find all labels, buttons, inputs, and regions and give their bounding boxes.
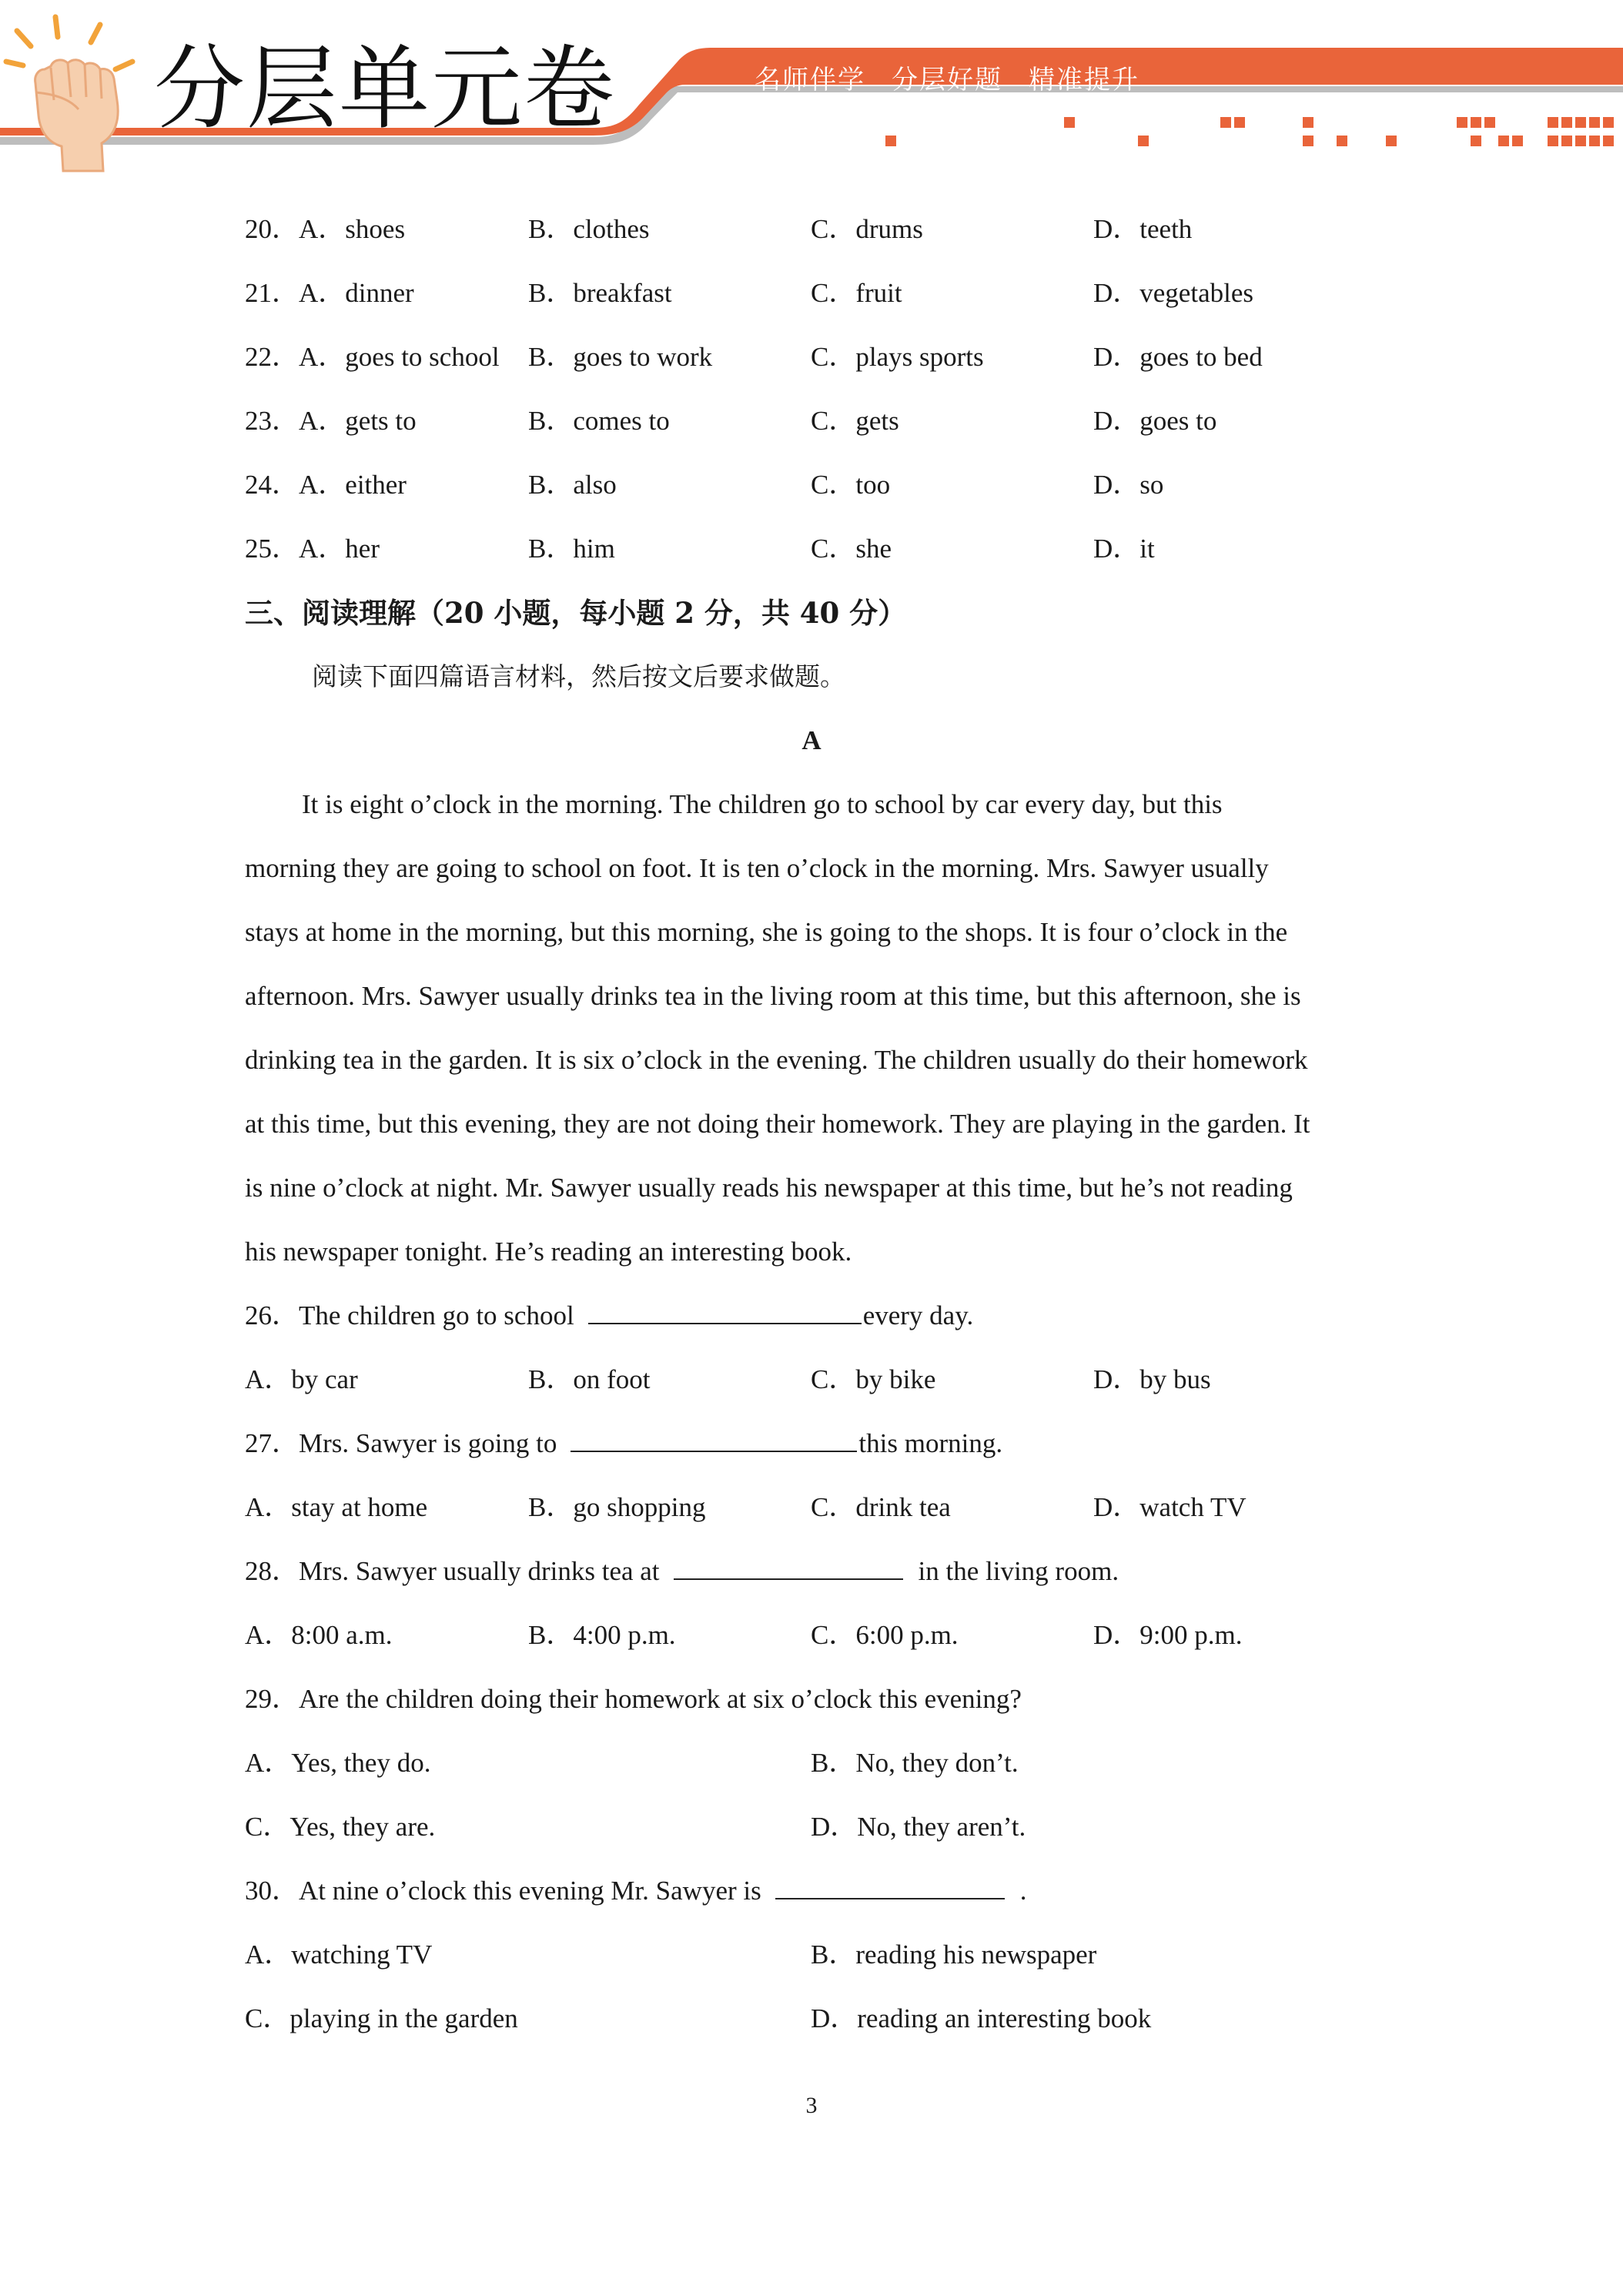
option-b: B．goes to work bbox=[528, 342, 713, 372]
page-number: 3 bbox=[805, 2093, 818, 2118]
option-c: C．too bbox=[811, 470, 891, 500]
passage-line: his newspaper tonight. He’s reading an interesting book. bbox=[245, 1237, 852, 1267]
option-b: B．reading his newspaper bbox=[811, 1940, 1097, 1970]
passage-line: at this time, but this evening, they are not doing their homework. They are playing in the garden. It bbox=[245, 1109, 1310, 1139]
question-options bbox=[245, 338, 500, 377]
passage-line: afternoon. Mrs. Sawyer usually drinks tea in the living room at this time, but this afternoon, she is bbox=[245, 981, 1301, 1011]
question-options bbox=[245, 210, 405, 249]
option-a: A．by car bbox=[245, 1364, 358, 1394]
option-a: A．shoes bbox=[299, 214, 406, 244]
option-c: C．fruit bbox=[811, 278, 902, 308]
question-text-after: every day. bbox=[862, 1300, 974, 1330]
question-text: 27．Mrs. Sawyer is going to bbox=[245, 1428, 557, 1458]
question-27-stem bbox=[245, 1424, 1002, 1463]
slogan-item: 分层好题 bbox=[892, 65, 1002, 95]
option-d: D．goes to bbox=[1093, 406, 1217, 436]
question-options bbox=[245, 402, 417, 440]
question-text: 28．Mrs. Sawyer usually drinks tea at bbox=[245, 1556, 660, 1586]
answer-blank bbox=[674, 1552, 903, 1580]
option-b: B．No, they don’t. bbox=[811, 1748, 1019, 1778]
passage-line: is nine o’clock at night. Mr. Sawyer usually reads his newspaper at this time, but he’s not reading bbox=[245, 1173, 1293, 1203]
brand-title: 分层单元卷 bbox=[154, 35, 617, 142]
option-a: A．her bbox=[299, 534, 380, 564]
option-c: C．Yes, they are. bbox=[245, 1812, 436, 1842]
option-c: C．gets bbox=[811, 406, 899, 436]
option-d: D．No, they aren’t. bbox=[811, 1812, 1026, 1842]
option-d: D．by bus bbox=[1093, 1364, 1211, 1394]
option-d: D．9:00 p.m. bbox=[1093, 1620, 1243, 1650]
slogan-item: 名师伴学 bbox=[755, 65, 865, 95]
option-b: B．also bbox=[528, 470, 617, 500]
question-30-stem bbox=[245, 1872, 1026, 1910]
option-c: C．by bike bbox=[811, 1364, 936, 1394]
question-number: 25． bbox=[245, 534, 300, 564]
question-28-stem bbox=[245, 1552, 1119, 1591]
option-b: B．breakfast bbox=[528, 278, 672, 308]
option-b: B．on foot bbox=[528, 1364, 651, 1394]
question-number: 24． bbox=[245, 470, 300, 500]
passage-line: drinking tea in the garden. It is six o’clock in the evening. The children usually do their homework bbox=[245, 1045, 1308, 1075]
option-c: C．plays sports bbox=[811, 342, 984, 372]
answer-blank bbox=[571, 1424, 857, 1452]
question-options bbox=[245, 274, 414, 313]
option-a: A．dinner bbox=[299, 278, 414, 308]
option-a: A．8:00 a.m. bbox=[245, 1620, 393, 1650]
option-b: B．him bbox=[528, 534, 615, 564]
section-instruction: 阅读下面四篇语言材料，然后按文后要求做题。 bbox=[312, 661, 845, 691]
option-c: C．drums bbox=[811, 214, 923, 244]
slogan-item: 精准提升 bbox=[1029, 65, 1139, 95]
option-d: D．it bbox=[1093, 534, 1155, 564]
question-29-stem: 29．Are the children doing their homework at six o’clock this evening? bbox=[245, 1684, 1022, 1714]
option-b: B．4:00 p.m. bbox=[528, 1620, 676, 1650]
option-d: D．vegetables bbox=[1093, 278, 1253, 308]
option-a: A．gets to bbox=[299, 406, 417, 436]
answer-blank bbox=[775, 1872, 1005, 1899]
question-text-after: in the living room. bbox=[918, 1556, 1119, 1586]
option-d: D．watch TV bbox=[1093, 1492, 1247, 1522]
question-number: 20． bbox=[245, 214, 300, 244]
question-number: 23． bbox=[245, 406, 300, 436]
question-26-stem bbox=[245, 1297, 973, 1335]
question-options bbox=[245, 466, 407, 504]
passage-title: A bbox=[801, 725, 822, 755]
answer-blank bbox=[588, 1297, 862, 1324]
option-a: A．watching TV bbox=[245, 1940, 433, 1970]
option-c: C．playing in the garden bbox=[245, 2003, 518, 2033]
question-number: 21． bbox=[245, 278, 300, 308]
passage-line: It is eight o’clock in the morning. The children go to school by car every day, but this bbox=[302, 789, 1223, 819]
question-number: 22． bbox=[245, 342, 300, 372]
question-text-after: . bbox=[1019, 1876, 1027, 1906]
question-text: 26．The children go to school bbox=[245, 1300, 574, 1330]
option-d: D．so bbox=[1093, 470, 1164, 500]
option-b: B．clothes bbox=[528, 214, 650, 244]
section-heading: 三、阅读理解（20 小题，每小题 2 分，共 40 分） bbox=[245, 596, 907, 630]
option-b: B．comes to bbox=[528, 406, 670, 436]
option-b: B．go shopping bbox=[528, 1492, 706, 1522]
option-a: A．either bbox=[299, 470, 407, 500]
option-a: A．goes to school bbox=[299, 342, 500, 372]
question-text: 30．At nine o’clock this evening Mr. Sawyer is bbox=[245, 1876, 761, 1906]
option-a: A．Yes, they do. bbox=[245, 1748, 431, 1778]
option-d: D．reading an interesting book bbox=[811, 2003, 1152, 2033]
passage-line: morning they are going to school on foot. It is ten o’clock in the morning. Mrs. Sawyer usually bbox=[245, 853, 1269, 883]
option-c: C．6:00 p.m. bbox=[811, 1620, 959, 1650]
option-a: A．stay at home bbox=[245, 1492, 428, 1522]
question-options bbox=[245, 530, 380, 568]
option-c: C．she bbox=[811, 534, 892, 564]
passage-line: stays at home in the morning, but this morning, she is going to the shops. It is four o’clock in the bbox=[245, 917, 1288, 947]
question-text-after: this morning. bbox=[858, 1428, 1003, 1458]
option-d: D．goes to bed bbox=[1093, 342, 1263, 372]
option-c: C．drink tea bbox=[811, 1492, 951, 1522]
option-d: D．teeth bbox=[1093, 214, 1193, 244]
